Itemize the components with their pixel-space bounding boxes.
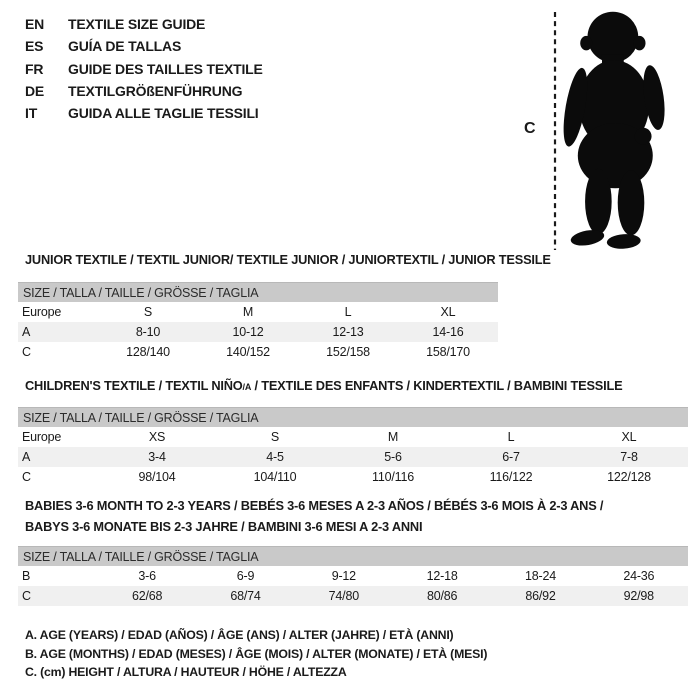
- value-cell: 7-8: [620, 450, 638, 464]
- table-row: [18, 302, 498, 322]
- value-cell: S: [143, 305, 153, 319]
- value-cell: XL: [440, 305, 456, 319]
- height-measure-label: C: [524, 120, 536, 137]
- footnote-line-b: B. AGE (MONTHS) / EDAD (MESES) / ÂGE (MOIS) / ALTER (MONATE) / ETÀ (MESI): [25, 646, 488, 661]
- language-code: ES: [25, 38, 44, 55]
- value-cell: L: [507, 430, 515, 444]
- row-label-cell: C: [22, 345, 31, 359]
- language-title: TEXTILGRÖßENFÜHRUNG: [68, 83, 243, 100]
- value-cell: 86/92: [525, 589, 556, 603]
- language-list: [25, 13, 263, 124]
- table-row: [18, 447, 688, 467]
- value-cell: 3-4: [148, 450, 166, 464]
- value-cell: 116/122: [489, 470, 533, 484]
- value-cell: 104/110: [253, 470, 297, 484]
- language-code: IT: [25, 105, 38, 122]
- table-header-bar: [18, 407, 688, 427]
- language-row: [25, 35, 263, 57]
- value-cell: XL: [621, 430, 637, 444]
- table-row: [18, 427, 688, 447]
- section-title-children: [25, 378, 622, 393]
- value-cell: 152/158: [326, 345, 370, 359]
- language-title: TEXTILE SIZE GUIDE: [68, 16, 206, 33]
- section-title-babies-line1: BABIES 3-6 MONTH TO 2-3 YEARS / BEBÉS 3-6 MESES A 2-3 AÑOS / BÉBÉS 3-6 MOIS À 2-3 ANS /: [25, 498, 604, 513]
- row-label-cell: C: [22, 589, 31, 603]
- language-row: [25, 102, 263, 124]
- toddler-silhouette-icon: [550, 8, 683, 250]
- row-label-cell: A: [22, 450, 31, 464]
- table-row: [18, 586, 688, 606]
- babies-size-table: [18, 546, 688, 606]
- children-size-table: [18, 407, 688, 487]
- section-title-junior: JUNIOR TEXTILE / TEXTIL JUNIOR/ TEXTILE JUNIOR / JUNIORTEXTIL / JUNIOR TESSILE: [25, 252, 551, 267]
- footnote-line-a: A. AGE (YEARS) / EDAD (AÑOS) / ÂGE (ANS) / ALTER (JAHRE) / ETÀ (ANNI): [25, 628, 454, 642]
- language-row: [25, 58, 263, 80]
- section-title-children-prefix: CHILDREN'S TEXTILE / TEXTIL NIÑO: [25, 378, 243, 393]
- language-code: FR: [25, 60, 44, 77]
- value-cell: 80/86: [427, 589, 458, 603]
- language-title: GUÍA DE TALLAS: [68, 38, 182, 55]
- value-cell: 92/98: [623, 589, 654, 603]
- value-cell: 74/80: [328, 589, 359, 603]
- size-figure: [505, 0, 700, 258]
- size-header-label: SIZE / TALLA / TAILLE / GRÖSSE / TAGLIA: [23, 285, 259, 300]
- value-cell: 5-6: [384, 450, 402, 464]
- value-cell: 128/140: [126, 345, 170, 359]
- value-cell: XS: [148, 430, 166, 444]
- value-cell: 24-36: [623, 569, 655, 583]
- value-cell: 3-6: [138, 569, 156, 583]
- value-cell: L: [344, 305, 352, 319]
- value-cell: 140/152: [226, 345, 270, 359]
- language-code: EN: [25, 16, 45, 33]
- value-cell: 6-9: [236, 569, 255, 583]
- value-cell: S: [270, 430, 280, 444]
- value-cell: 10-12: [232, 325, 264, 339]
- row-label-cell: C: [22, 470, 31, 484]
- value-cell: 158/170: [426, 345, 470, 359]
- size-header-label: SIZE / TALLA / TAILLE / GRÖSSE / TAGLIA: [23, 549, 259, 564]
- language-code: DE: [25, 83, 45, 100]
- value-cell: 9-12: [331, 569, 356, 583]
- table-header-bar: [18, 282, 498, 302]
- value-cell: 6-7: [502, 450, 520, 464]
- value-cell: 18-24: [524, 569, 556, 583]
- language-title: GUIDA ALLE TAGLIE TESSILI: [68, 105, 259, 122]
- language-title: GUIDE DES TAILLES TEXTILE: [68, 60, 263, 77]
- value-cell: 62/68: [132, 589, 163, 603]
- footnotes: [25, 626, 487, 682]
- value-cell: 4-5: [266, 450, 284, 464]
- table-row: [18, 322, 498, 342]
- section-title-children-subscript: /A: [242, 382, 252, 392]
- value-cell: 14-16: [432, 325, 464, 339]
- value-cell: M: [242, 305, 254, 319]
- table-row: [18, 566, 688, 586]
- value-cell: 68/74: [230, 589, 261, 603]
- value-cell: 12-13: [332, 325, 364, 339]
- value-cell: M: [387, 430, 399, 444]
- value-cell: 12-18: [426, 569, 458, 583]
- row-label-cell: Europe: [22, 305, 62, 319]
- row-label-cell: A: [22, 325, 31, 339]
- language-row: [25, 80, 263, 102]
- section-title-babies-line2: BABYS 3-6 MONATE BIS 2-3 JAHRE / BAMBINI 3-6 MESI A 2-3 ANNI: [25, 518, 423, 534]
- row-label-cell: B: [22, 569, 31, 583]
- value-cell: 122/128: [607, 470, 651, 484]
- junior-size-table: [18, 282, 498, 362]
- footnote-line-c: C. (cm) HEIGHT / ALTURA / HAUTEUR / HÖHE / ALTEZZA: [25, 665, 347, 680]
- language-row: [25, 13, 263, 35]
- size-header-label: SIZE / TALLA / TAILLE / GRÖSSE / TAGLIA: [23, 410, 259, 425]
- value-cell: 110/116: [372, 470, 414, 484]
- row-label-cell: Europe: [22, 430, 62, 444]
- table-row: [18, 467, 688, 487]
- section-title-children-suffix: / TEXTILE DES ENFANTS / KINDERTEXTIL / BAMBINI TESSILE: [251, 378, 623, 393]
- value-cell: 8-10: [135, 325, 161, 339]
- table-row: [18, 342, 498, 362]
- value-cell: 98/104: [138, 470, 176, 484]
- section-title-babies: [25, 496, 603, 537]
- table-header-bar: [18, 546, 688, 566]
